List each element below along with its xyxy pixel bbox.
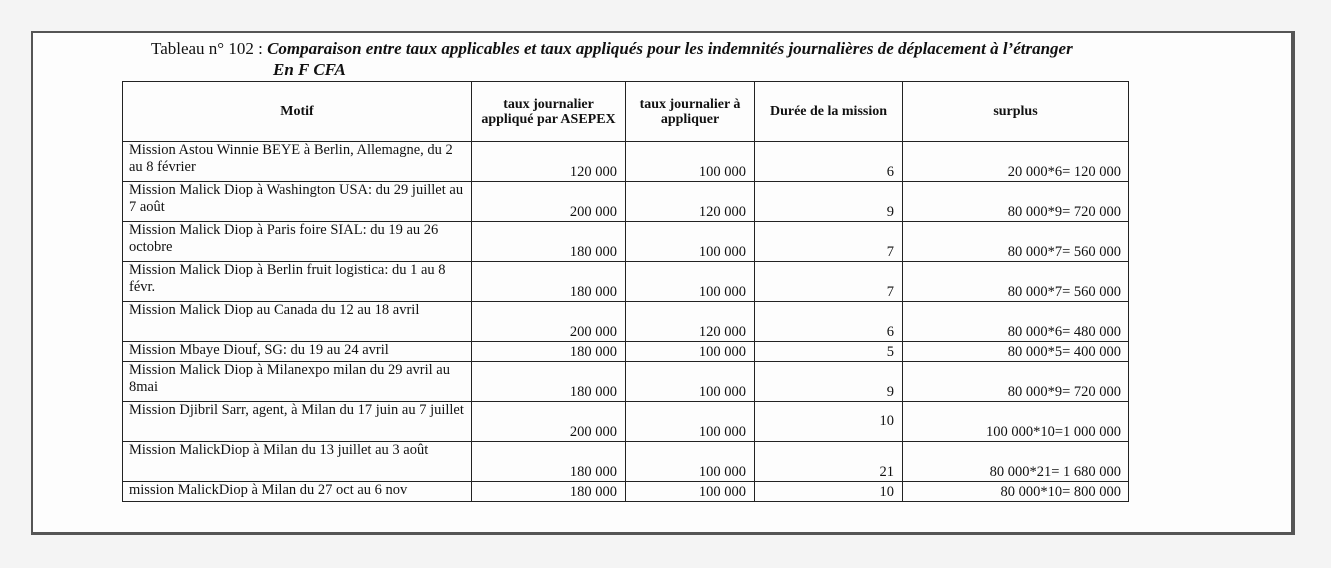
cell-motif: Mission Malick Diop au Canada du 12 au 18 avril [123,302,472,342]
cell-applicable: 100 000 [626,482,755,502]
cell-applicable: 120 000 [626,302,755,342]
cell-applicable: 100 000 [626,222,755,262]
caption-prefix: Tableau n° 102 : [151,39,268,58]
cell-applied: 180 000 [472,262,626,302]
cell-duration: 6 [755,142,903,182]
cell-applied: 180 000 [472,342,626,362]
cell-surplus: 80 000*9= 720 000 [903,362,1129,402]
cell-applied: 180 000 [472,482,626,502]
cell-applied: 180 000 [472,442,626,482]
cell-surplus: 80 000*21= 1 680 000 [903,442,1129,482]
cell-applied: 120 000 [472,142,626,182]
cell-motif: Mission Malick Diop à Paris foire SIAL: du 19 au 26 octobre [123,222,472,262]
cell-applied: 200 000 [472,182,626,222]
cell-motif: Mission MalickDiop à Milan du 13 juillet au 3 août [123,442,472,482]
table-row [123,362,1129,402]
cell-surplus: 80 000*5= 400 000 [903,342,1129,362]
cell-duration: 6 [755,302,903,342]
cell-motif: Mission Malick Diop à Washington USA: du 29 juillet au 7 août [123,182,472,222]
cell-applied: 180 000 [472,222,626,262]
table-caption [151,40,1073,58]
cell-motif: Mission Mbaye Diouf, SG: du 19 au 24 avril [123,342,472,362]
cell-duration: 9 [755,362,903,402]
caption-title: Comparaison entre taux applicables et taux appliqués pour les indemnités journalières de déplacement à l’étranger [267,39,1073,58]
header-surplus: surplus [903,82,1129,142]
header-duration: Durée de la mission [755,82,903,142]
cell-applicable: 100 000 [626,142,755,182]
cell-motif: Mission Malick Diop à Milanexpo milan du 29 avril au 8mai [123,362,472,402]
header-motif: Motif [123,82,472,142]
table-row [123,142,1129,182]
cell-surplus: 80 000*7= 560 000 [903,222,1129,262]
cell-duration: 5 [755,342,903,362]
cell-duration: 10 [755,482,903,502]
table-row [123,442,1129,482]
caption-unit: En F CFA [273,60,346,79]
cell-duration: 7 [755,222,903,262]
table-row [123,342,1129,362]
cell-surplus: 80 000*9= 720 000 [903,182,1129,222]
cell-surplus: 80 000*6= 480 000 [903,302,1129,342]
cell-surplus: 80 000*10= 800 000 [903,482,1129,502]
header-row [123,82,1129,142]
cell-motif: mission MalickDiop à Milan du 27 oct au 6 nov [123,482,472,502]
cell-applied: 200 000 [472,402,626,442]
table-row [123,482,1129,502]
cell-surplus: 100 000*10=1 000 000 [903,402,1129,442]
cell-applicable: 100 000 [626,402,755,442]
cell-surplus: 20 000*6= 120 000 [903,142,1129,182]
cell-applicable: 100 000 [626,362,755,402]
data-table [122,81,1129,502]
table-row [123,182,1129,222]
cell-surplus: 80 000*7= 560 000 [903,262,1129,302]
table-row [123,402,1129,442]
header-applicable: taux journalier à appliquer [626,82,755,142]
table-row [123,262,1129,302]
table-row [123,222,1129,262]
cell-motif: Mission Malick Diop à Berlin fruit logistica: du 1 au 8 févr. [123,262,472,302]
cell-motif: Mission Djibril Sarr, agent, à Milan du 17 juin au 7 juillet [123,402,472,442]
cell-duration: 21 [755,442,903,482]
cell-applied: 200 000 [472,302,626,342]
cell-motif: Mission Astou Winnie BEYE à Berlin, Allemagne, du 2 au 8 février [123,142,472,182]
cell-applicable: 100 000 [626,342,755,362]
cell-applicable: 100 000 [626,262,755,302]
cell-applied: 180 000 [472,362,626,402]
cell-duration: 10 [755,402,903,442]
table-row [123,302,1129,342]
cell-applicable: 120 000 [626,182,755,222]
cell-duration: 7 [755,262,903,302]
cell-duration: 9 [755,182,903,222]
header-applied: taux journalier appliqué par ASEPEX [472,82,626,142]
cell-applicable: 100 000 [626,442,755,482]
